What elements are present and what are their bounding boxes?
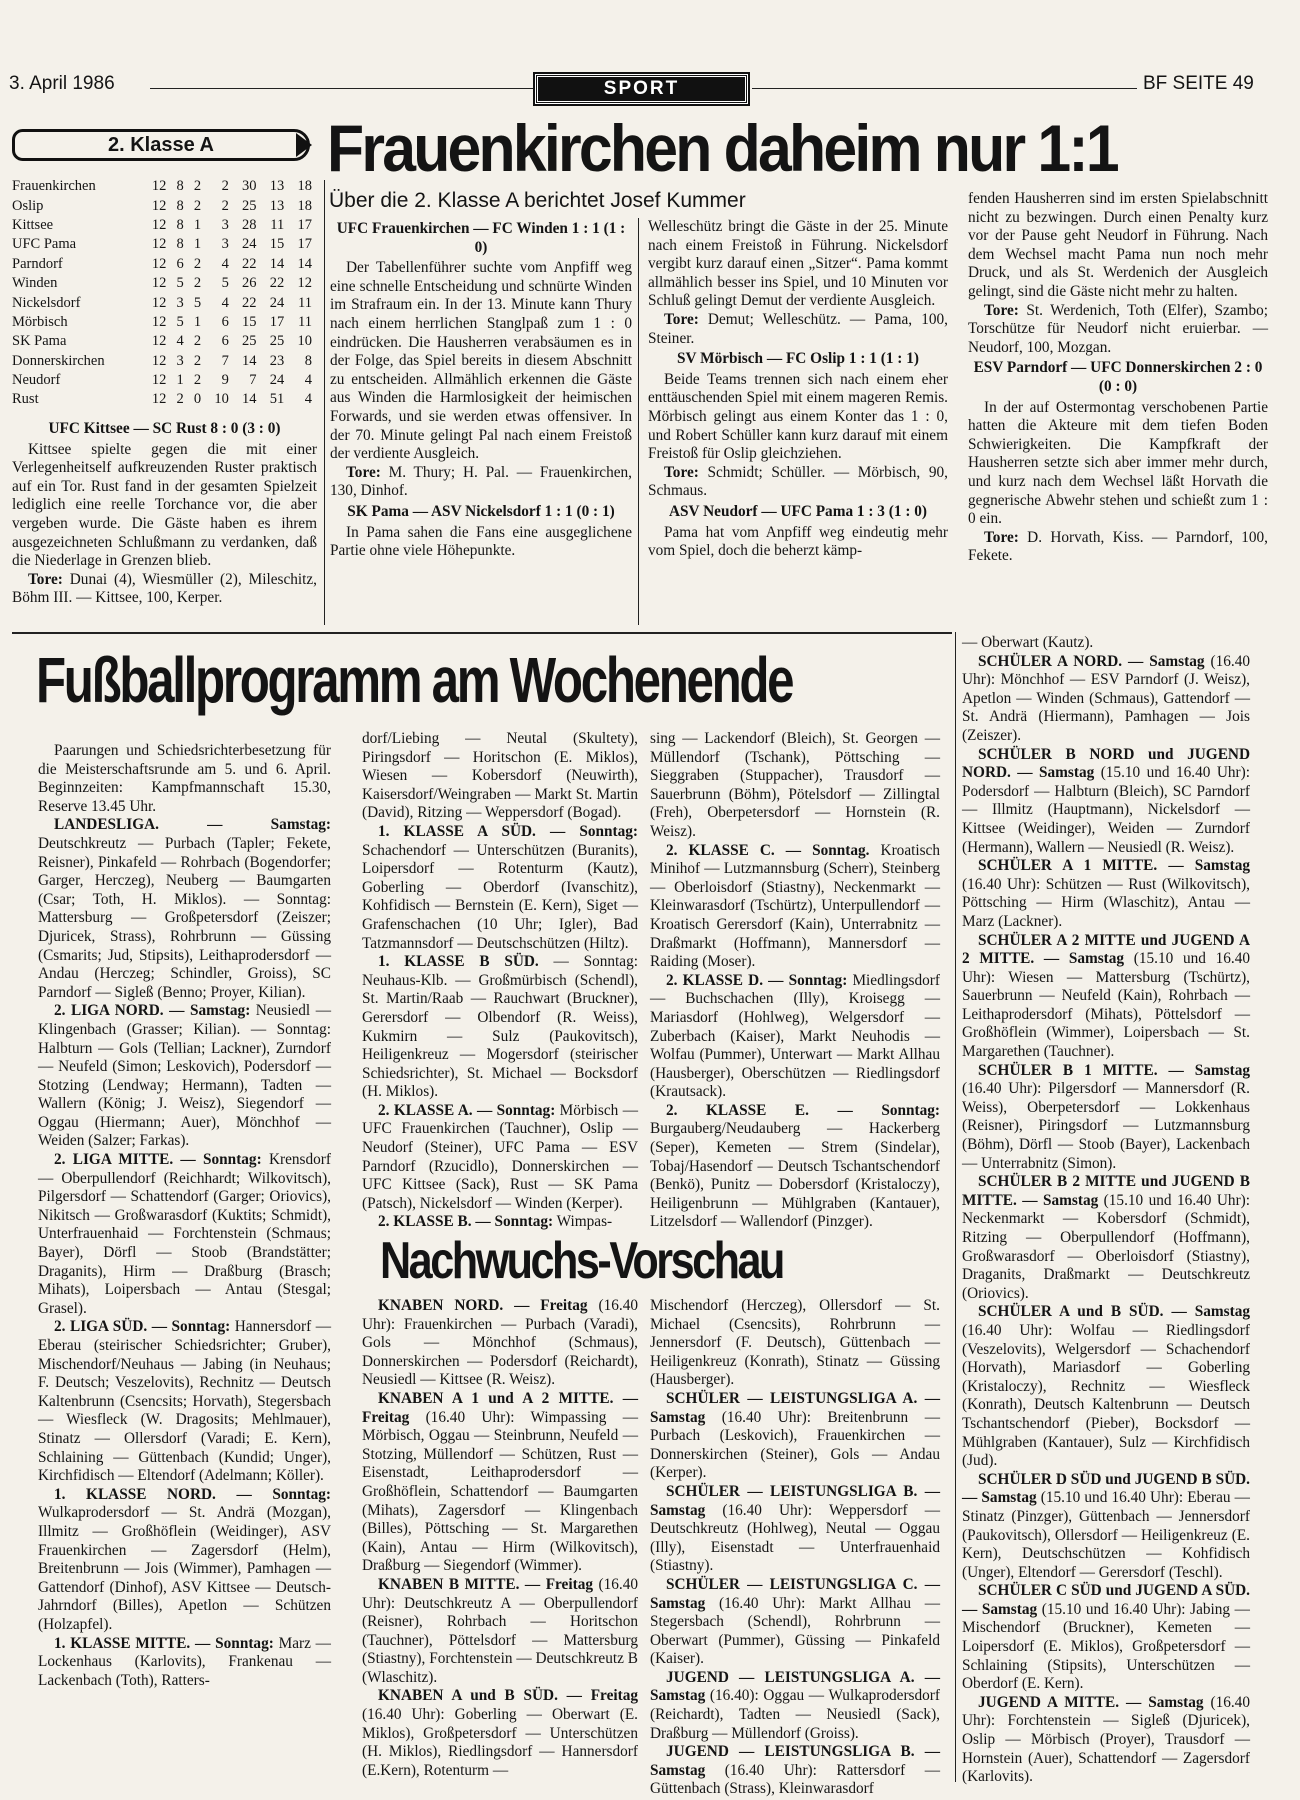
standings-row	[12, 332, 317, 351]
paragraph	[962, 653, 1250, 746]
stat-cell: 8	[176, 197, 184, 214]
paragraph: In der auf Ostermontag verschobenen Partie hatten die Akteure mit dem tiefen Boden Schwierigkeiten. Die Kampfkraft der Hausherren setzte sich aber immer mehr durch, und kurz nach dem Wechsel läßt Horvath die gegnerische Abwehr stehen und schießt zum 1 : 0 ein.	[968, 398, 1268, 528]
paragraph-text: (16.40 Uhr): Mönchhof — ESV Parndorf (J. Weisz), Apetlon — Winden (Schmaus), Gattendorf — St. Andrä (Hiermann), Pamhagen — Jois (Zeiszer).	[962, 652, 1250, 744]
stat-cell: 10	[297, 333, 312, 350]
paragraph-text: Schmidt; Schüller. — Mörbisch, 90, Schmaus.	[648, 463, 948, 500]
stat-cell: 6	[176, 255, 184, 272]
youth-headline: Nachwuchs-Vorschau	[380, 1232, 783, 1290]
youth-column	[362, 1297, 638, 1780]
paragraph-text: Schachendorf — Unterschützen (Buranits), Loipersdorf — Rotenturm (Kautz), Goberling — Oberdorf (Ivanschitz), Kohfidisch — Bernstein (E. Kern), Siget — Grafenschachen (10 Uhr; Igler), Bad Tatzmannsdorf — Deutschschützen (Hiltz).	[362, 841, 638, 952]
paragraph-text: Marz — Lockenhaus (Karlovits), Frankenau — Lackenbach (Toth), Ratters-	[38, 1634, 331, 1689]
article-column	[968, 190, 1268, 566]
paragraph	[362, 1687, 638, 1780]
standings-title: 2. Klasse A	[12, 129, 310, 161]
paragraph-lead: 2. LIGA SÜD. — Sonntag:	[54, 1318, 231, 1336]
paragraph-text: (16.40 Uhr): Forchtenstein — Sigleß (Djuricek), Oslip — Mörbisch (Proyer), Trausdorf — Hornstein (Auer), Schattendorf — Zagersdorf (Karlovits).	[962, 1693, 1250, 1786]
stat-cell: 4	[221, 294, 229, 311]
stat-cell: 11	[298, 313, 312, 330]
stat-cell: 18	[297, 178, 312, 195]
match-heading: UFC Kittsee — SC Rust 8 : 0 (3 : 0)	[48, 420, 281, 437]
paragraph	[962, 1062, 1250, 1174]
stat-cell: 13	[269, 197, 285, 214]
paragraph: Paarungen und Schiedsrichterbesetzung für die Meisterschaftsrunde am 5. und 6. April. Beginnzeiten: Kampfmannschaft 15.30, Reserve 13.45 Uhr.	[38, 742, 331, 815]
team-name: Parndorf	[12, 255, 63, 272]
paragraph	[38, 1151, 331, 1318]
paragraph-lead: 1. KLASSE NORD. — Sonntag:	[54, 1485, 331, 1503]
column-rule	[324, 180, 325, 625]
paragraph-text: Krensdorf — Oberpullendorf (Reichhardt; Wilkovitsch), Pilgersdorf — Schattendorf (Garger; Oriovics), Nikitsch — Großwarasdorf (Kuktits; Schmidt), Unterfrauenhaid — Forchtenstein (Schmaus; Bayer), Dörfl — Stoob (Brandstätter; Draganits), Hirm — Draßburg (Brasch; Mihats), Loipersbach — Antau (Stesgal; Grasel).	[38, 1151, 331, 1317]
paragraph-text: (16.40 Uhr): Markt Allhau — Stegersbach (Schendl), Rohrbrunn — Oberwart (Pummer), Güssing — Pinkafeld (Kaiser).	[650, 1594, 940, 1668]
team-name: Neudorf	[12, 372, 61, 389]
page-number: BF SEITE 49	[1143, 73, 1254, 94]
paragraph-text: Wimpas-	[553, 1213, 613, 1231]
paragraph-lead: 2. LIGA NORD. — Samstag:	[54, 1002, 251, 1020]
paragraph	[362, 953, 638, 1102]
paragraph-text: (16.40 Uhr): Wimpassing — Mörbisch, Oggau — Steinbrunn, Neufeld — Stotzing, Müllendorf — Schützen, Rust — Eisenstadt, Leithaprodersdorf — Großhöflein, Schattendorf — Baumgarten (Mihats), Zagersdorf — Klingenbach (Billes), Pöttsching — St. Margarethen (Kain), Antau — Hirm (Wilkovitsch), Draßburg — Siegendorf (Wimmer).	[362, 1408, 638, 1575]
stat-cell: 17	[269, 313, 285, 330]
paragraph	[962, 932, 1250, 1062]
article-column	[12, 418, 317, 608]
paragraph-lead: KNABEN B MITTE. — Freitag	[378, 1575, 593, 1593]
team-name: Oslip	[12, 197, 44, 214]
header-rule-left	[150, 88, 533, 89]
paragraph-text: (16.40 Uhr): Schützen — Rust (Wilkovitsch), Pöttsching — Hirm (Wlaschitz), Antau — Marz (Lackner).	[962, 875, 1250, 930]
paragraph	[962, 1471, 1250, 1583]
paragraph-lead: 2. KLASSE E. — Sonntag:	[666, 1101, 940, 1119]
paragraph-text: Mörbisch — UFC Frauenkirchen (Tauchner), Oslip — Neudorf (Steiner), UFC Pama — ESV Parndorf (Rzucidlo), Donnerskirchen — UFC Kittsee (Sack), Rust — SK Pama (Patsch), Nickelsdorf — Winden (Kerper).	[362, 1101, 638, 1212]
stat-cell: 22	[242, 294, 257, 311]
paragraph-lead: SCHÜLER B NORD und JUGEND NORD. — Samstag	[962, 745, 1250, 782]
paragraph-lead: SCHÜLER — LEISTUNGSLIGA C. — Samstag	[650, 1575, 940, 1612]
paragraph	[362, 1390, 638, 1576]
stat-cell: 5	[221, 275, 229, 292]
paragraph-lead: 2. KLASSE C. — Sonntag.	[666, 841, 870, 859]
stat-cell: 2	[193, 255, 202, 272]
team-name: Winden	[12, 275, 58, 292]
standings-row	[12, 390, 317, 409]
program-column	[962, 634, 1250, 1787]
stat-cell: 22	[242, 255, 257, 272]
stat-cell: 12	[151, 216, 167, 233]
paragraph	[650, 972, 940, 1102]
paragraph-lead: JUGEND — LEISTUNGSLIGA B. — Samstag	[650, 1743, 940, 1779]
paragraph-lead: Tore:	[346, 463, 381, 481]
paragraph	[962, 1582, 1250, 1694]
stat-cell: 6	[221, 313, 229, 330]
paragraph	[650, 1576, 940, 1669]
stat-cell: 12	[151, 352, 167, 369]
paragraph-lead: KNABEN A und B SÜD. — Freitag	[378, 1687, 638, 1705]
stat-cell: 5	[176, 275, 184, 292]
paragraph-lead: 2. KLASSE D. — Sonntag:	[666, 971, 848, 989]
paragraph	[650, 1483, 940, 1576]
column-rule	[955, 632, 956, 1782]
stat-cell: 3	[176, 352, 184, 369]
team-name: Kittsee	[12, 216, 54, 233]
paragraph	[38, 1486, 331, 1635]
stat-cell: 8	[304, 352, 312, 369]
stat-cell: 14	[242, 391, 257, 408]
stat-cell: 2	[193, 352, 202, 369]
paragraph-lead: SCHÜLER — LEISTUNGSLIGA B. — Samstag	[650, 1482, 940, 1519]
paragraph	[650, 1669, 940, 1743]
paragraph	[38, 1635, 331, 1691]
stat-cell: 7	[249, 372, 257, 389]
paragraph-lead: JUGEND A MITTE. — Samstag	[978, 1693, 1204, 1711]
stat-cell: 4	[176, 333, 184, 350]
paragraph-text: (15.10 und 16.40 Uhr): Jabing — Mischendorf (Bruckner), Kemeten — Loipersdorf (E. Miklos), Großpetersdorf — Schlaining (Stipsits), Unterschützen — Oberdorf (E. Kern).	[962, 1600, 1250, 1693]
stat-cell: 6	[221, 333, 229, 350]
match-heading: SV Mörbisch — FC Oslip 1 : 1 (1 : 1)	[677, 350, 919, 368]
stat-cell: 8	[176, 178, 184, 195]
stat-cell: 24	[269, 294, 285, 311]
paragraph: In Pama sahen die Fans eine ausgeglichene Partie ohne viele Höhepunkte.	[330, 523, 632, 560]
team-name: Donnerskirchen	[12, 352, 105, 369]
standings-row	[12, 196, 317, 215]
standings-row	[12, 216, 317, 235]
stat-cell: 7	[221, 352, 229, 369]
paragraph	[330, 464, 632, 501]
standings-table	[12, 177, 317, 410]
standings-row	[12, 293, 317, 312]
paragraph-lead: SCHÜLER A und B SÜD. — Samstag	[978, 1303, 1250, 1321]
paragraph-lead: KNABEN A 1 und A 2 MITTE. — Freitag	[362, 1389, 638, 1426]
paragraph: Beide Teams trennen sich nach einem eher enttäuschenden Spiel mit einem mageren Remis. Mörbisch gelingt aus einem Konter das 1 : 0, und Robert Schüller kann kurz darauf mit einem Freistoß für Oslip gleichziehen.	[648, 370, 948, 463]
article-column	[648, 218, 948, 561]
paragraph-text: Neusiedl — Klingenbach (Grasser; Kilian). — Sonntag: Halbturn — Gols (Tellian; Lackner), Zurndorf — Neufeld (Simon; Leskovich), Podersdorf — Stotzing (Lendway; Hermann), Tadten — Wallern (König; J. Weisz), Siegendorf — Oggau (Hiermann; Auer), Mönchhof — Weiden (Salzer; Farkas).	[38, 1002, 331, 1150]
stat-cell: 11	[298, 294, 312, 311]
paragraph-lead: SCHÜLER A 2 MITTE und JUGEND A 2 MITTE. — Samstag	[962, 931, 1250, 968]
paragraph-lead: SCHÜLER A 1 MITTE. — Samstag	[978, 857, 1250, 875]
team-name: UFC Pama	[12, 236, 77, 253]
standings-row	[12, 255, 317, 274]
paragraph	[968, 302, 1268, 358]
stat-cell: 25	[242, 333, 257, 350]
stat-cell: 30	[242, 178, 257, 195]
arrow-icon	[296, 133, 312, 157]
paragraph	[962, 1694, 1250, 1787]
paragraph-lead: Tore:	[664, 310, 699, 328]
team-name: Nickelsdorf	[12, 294, 81, 311]
team-name: Rust	[12, 391, 39, 408]
standings-row	[12, 177, 317, 196]
section-label: SPORT	[535, 74, 748, 104]
program-column	[362, 730, 638, 1232]
paragraph	[362, 823, 638, 953]
paragraph-text: Dunai (4), Wiesmüller (2), Mileschitz, Böhm III. — Kittsee, 100, Kerper.	[12, 570, 317, 607]
paragraph	[968, 529, 1268, 566]
stat-cell: 1	[193, 236, 202, 253]
standings-row	[12, 352, 317, 371]
paragraph	[648, 464, 948, 501]
stat-cell: 2	[221, 178, 229, 195]
paragraph-lead: Tore:	[984, 528, 1019, 546]
stat-cell: 12	[151, 236, 167, 253]
stat-cell: 5	[193, 294, 202, 311]
stat-cell: 15	[242, 313, 257, 330]
paragraph-lead: SCHÜLER B 1 MITTE. — Samstag	[978, 1061, 1250, 1079]
stat-cell: 5	[176, 313, 184, 330]
paragraph-lead: LANDESLIGA. — Samstag:	[54, 816, 331, 834]
paragraph	[962, 746, 1250, 858]
stat-cell: 9	[221, 372, 229, 389]
stat-cell: 17	[297, 216, 312, 233]
paragraph-text: Miedlingsdorf — Buchschachen (Illy), Kroisegg — Mariasdorf (Hohlweg), Welgersdorf — Zuberbach (Kaiser), Markt Neuhodis — Wolfau (Pummer), Unterwart — Markt Allhau (Hausberger), Oberschützen — Riedlingsdorf (Krautsack).	[650, 971, 940, 1101]
paragraph-text: (15.10 und 16.40 Uhr): Eberau — Stinatz (Pinzger), Güttenbach — Jennersdorf (Paukovitsch), Ollersdorf — Heiligenkreuz (E. Kern), Deutschschützen — Kohfidisch (Unger), Eltendorf — Gerersdorf (Teschl).	[962, 1489, 1250, 1581]
paragraph: Mischendorf (Herczeg), Ollersdorf — St. Michael (Csencsits), Rohrbrunn — Jennersdorf (F. Deutsch), Güttenbach — Heiligenkreuz (Konrath), Stinatz — Güssing (Hausberger).	[650, 1297, 940, 1389]
paragraph	[362, 1297, 638, 1390]
stat-cell: 8	[176, 236, 184, 253]
standings-row	[12, 371, 317, 390]
stat-cell: 23	[269, 352, 285, 369]
paragraph-text: Demut; Welleschütz. — Pama, 100, Steiner.	[648, 310, 948, 347]
stat-cell: 14	[242, 352, 257, 369]
standings-row	[12, 274, 317, 293]
paragraph-text: M. Thury; H. Pal. — Frauenkirchen, 130, Dinhof.	[330, 463, 632, 500]
team-name: SK Pama	[12, 333, 67, 350]
stat-cell: 2	[176, 391, 184, 408]
standings-row	[12, 235, 317, 254]
stat-cell: 1	[193, 216, 202, 233]
stat-cell: 3	[221, 216, 229, 233]
stat-cell: 25	[269, 333, 285, 350]
paragraph-text: D. Horvath, Kiss. — Parndorf, 100, Fekete.	[968, 528, 1268, 565]
stat-cell: 2	[193, 275, 202, 292]
paragraph-text: (16.40 Uhr): Rattersdorf — Güttenbach (Strass), Kleinwarasdorf	[650, 1761, 940, 1798]
match-heading: ESV Parndorf — UFC Donnerskirchen 2 : 0 (0 : 0)	[973, 359, 1263, 395]
paragraph	[650, 1743, 940, 1799]
column-rule	[638, 218, 639, 625]
paragraph-text: Hannersdorf — Eberau (steirischer Schiedsrichter; Gruber), Mischendorf/Neuhaus — Jabing (in Neuhaus; F. Deutsch; Veszelovits), Rechnitz — Deutsch Kaltenbrunn (Csencsits; Horvath), Stegersbach — Wiesfleck (W. Dragosits; Mehlmauer), Stinatz — Ollersdorf (Varadi; E. Kern), Schlaining — Güttenbach (Kundid; Unger), Kirchfidisch — Eltendorf (Adelmann; Köller).	[38, 1318, 331, 1485]
paragraph	[650, 842, 940, 972]
stat-cell: 2	[221, 197, 229, 214]
paragraph	[362, 1576, 638, 1688]
paragraph-lead: JUGEND — LEISTUNGSLIGA A. — Samstag	[650, 1668, 940, 1705]
paragraph-lead: SCHÜLER — LEISTUNGSLIGA A. — Samstag	[650, 1389, 940, 1426]
section-divider	[12, 632, 952, 634]
paragraph: dorf/Liebing — Neutal (Skultety), Piringsdorf — Horitschon (E. Miklos), Wiesen — Kobersdorf (Neuwirth), Kaisersdorf/Weingraben — Markt St. Martin (David), Ritzing — Weppersdorf (Bogad).	[362, 730, 638, 822]
program-column	[38, 742, 331, 1690]
paragraph: Welleschütz bringt die Gäste in der 25. Minute nach einem Freistoß in Führung. Nickelsdorf vergibt kurz darauf einen „Sitzer“. Pama kommt allmählich besser ins Spiel, und 10 Minuten vor Schluß gelingt Demut der verdiente Ausgleich.	[648, 218, 948, 310]
paragraph-lead: 2. KLASSE A. — Sonntag:	[378, 1101, 556, 1119]
paragraph	[650, 1102, 940, 1232]
stat-cell: 0	[193, 391, 202, 408]
stat-cell: 2	[193, 372, 202, 389]
stat-cell: 12	[151, 391, 167, 408]
stat-cell: 12	[151, 178, 167, 195]
stat-cell: 1	[176, 372, 184, 389]
stat-cell: 2	[193, 178, 202, 195]
stat-cell: 2	[193, 197, 202, 214]
stat-cell: 12	[151, 333, 167, 350]
stat-cell: 2	[193, 333, 202, 350]
article-column	[330, 218, 632, 561]
paragraph-lead: KNABEN NORD. — Freitag	[378, 1297, 588, 1314]
stat-cell: 24	[242, 236, 257, 253]
paragraph-lead: Tore:	[984, 301, 1019, 319]
stat-cell: 4	[221, 255, 229, 272]
stat-cell: 17	[297, 236, 312, 253]
stat-cell: 12	[151, 275, 167, 292]
paragraph-text: St. Werdenich, Toth (Elfer), Szambo; Torschütze für Neudorf nicht eruierbar. — Neudorf, 100, Mozgan.	[968, 301, 1268, 356]
issue-date: 3. April 1986	[9, 73, 115, 94]
paragraph-text: (16.40 Uhr): Deutschkreutz A — Oberpullendorf (Reisner), Rohrbach — Horitschon (Tauchner), Pöttelsdorf — Mattersburg (Stiastny), Forchtenstein — Deutschkreutz B (Wlaschitz).	[362, 1575, 638, 1686]
paragraph-lead: SCHÜLER B 2 MITTE und JUGEND B MITTE. — Samstag	[962, 1173, 1250, 1209]
paragraph: Der Tabellenführer suchte vom Anpfiff weg eine schnelle Entscheidung und schnürte Winden im Strafraum ein. In der 13. Minute kann Thury nach einem herrlichen Stanglpaß zum 1 : 0 eindrücken. Die Hausherren verabsäumen es in der Folge, das Spiel bereits in diesem Abschnitt zu entscheiden. Allmählich erkennen die Gäste aus Winden die Harmlosigkeit der heimischen Forwards, und sie werden etwas offensiver. In der 70. Minute gelingt Pal nach einem Freistoß der verdiente Ausgleich.	[330, 259, 632, 463]
standings-row	[12, 313, 317, 332]
stat-cell: 22	[269, 275, 285, 292]
paragraph-text: (15.10 und 16.40 Uhr): Wiesen — Mattersburg (Tschürtz), Sauerbrunn — Neufeld (Kain), Rohrbach — Leithaprodersdorf (Mihats), Pöttelsdorf — Großhöflein (Wimmer), Loipersbach — St. Margarethen (Tauchner).	[962, 950, 1250, 1061]
stat-cell: 12	[151, 197, 167, 214]
paragraph-text: (16.40 Uhr): Breitenbrunn — Purbach (Leskovich), Frauenkirchen — Donnerskirchen (Steiner), Gols — Andau (Kerper).	[650, 1408, 940, 1482]
stat-cell: 25	[242, 197, 257, 214]
paragraph-text: (16.40): Oggau — Wulkaprodersdorf (Reichardt), Tadten — Neusiedl (Sack), Draßburg — Müllendorf (Groiss).	[650, 1687, 940, 1742]
stat-cell: 12	[151, 313, 167, 330]
stat-cell: 4	[304, 372, 312, 389]
paragraph: Pama hat vom Anpfiff weg eindeutig mehr vom Spiel, doch die beherzt kämp-	[648, 523, 948, 560]
paragraph-text: (16.40 Uhr): Goberling — Oberwart (E. Miklos), Großpetersdorf — Unterschützen (H. Miklos), Riedlingsdorf — Hannersdorf (E.Kern), Rotenturm —	[362, 1706, 638, 1779]
stat-cell: 24	[269, 372, 285, 389]
paragraph-lead: SCHÜLER C SÜD und JUGEND A SÜD. — Samstag	[962, 1582, 1250, 1618]
stat-cell: 12	[297, 275, 312, 292]
match-heading: UFC Frauenkirchen — FC Winden 1 : 1 (1 : 0)	[336, 220, 626, 256]
paragraph	[38, 1318, 331, 1485]
stat-cell: 15	[269, 236, 285, 253]
stat-cell: 12	[151, 294, 167, 311]
paragraph	[962, 1173, 1250, 1303]
paragraph-lead: 2. KLASSE B. — Sonntag:	[378, 1213, 554, 1231]
team-name: Mörbisch	[12, 313, 68, 330]
article-headline: Frauenkirchen daheim nur 1:1	[327, 111, 1117, 185]
paragraph-text: (15.10 und 16.40 Uhr): Neckenmarkt — Kobersdorf (Schmidt), Ritzing — Oberpullendorf (Hoffmann), Großwarasdorf — Oberloisdorf (Stiastny), Draganits, Draßmarkt — Deutschkreutz (Oriovics).	[962, 1191, 1251, 1302]
paragraph-lead: 2. LIGA MITTE. — Sonntag:	[54, 1151, 262, 1169]
paragraph-lead: Tore:	[664, 463, 699, 481]
paragraph-text: Wulkaprodersdorf — St. Andrä (Mozgan), Illmitz — Großhöflein (Weidinger), ASV Frauenkirchen — Zagersdorf (Helm), Breitenbrunn — Jois (Wimmer), Pamhagen — Gattendorf (Dinhof), ASV Kittsee — Deutsch-Jahrndorf (Billes), Apetlon — Schützen (Holzapfel).	[38, 1504, 331, 1633]
stat-cell: 3	[221, 236, 229, 253]
paragraph	[362, 1213, 638, 1232]
stat-cell: 12	[151, 372, 167, 389]
paragraph-text: Burgauberg/Neudauberg — Hackerberg (Seper), Kemeten — Strem (Sindelar), Tobaj/Hasendorf — Deutsch Tschantschendorf (Benkö), Punitz — Dobersdorf (Kristaloczy), Heiligenbrunn — Mühlgraben (Kantauer), Litzelsdorf — Wallendorf (Pinzger).	[650, 1120, 940, 1231]
program-column	[650, 730, 940, 1232]
article-subheadline: Über die 2. Klasse A berichtet Josef Kummer	[329, 189, 746, 212]
stat-cell: 51	[269, 391, 285, 408]
stat-cell: 13	[269, 178, 285, 195]
stat-cell: 11	[270, 216, 285, 233]
paragraph-text: (16.40 Uhr): Weppersdorf — Deutschkreutz (Hohlweg), Neutal — Oggau (Illy), Eisenstadt — Unterfrauenhaid (Stiastny).	[650, 1501, 940, 1575]
paragraph	[962, 857, 1250, 931]
stat-cell: 4	[304, 391, 312, 408]
paragraph-text: (16.40 Uhr): Frauenkirchen — Purbach (Varadi), Gols — Mönchhof (Schmaus), Donnerskirchen — Podersdorf (Reichardt), Neusiedl — Kittsee (R. Weisz).	[362, 1297, 638, 1389]
paragraph-text: (16.40 Uhr): Wolfau — Riedlingsdorf (Veszelovits), Welgersdorf — Schachendorf (Horvath), Mariasdorf — Goberling (Kristaloczy), Rechnitz — Wiesfleck (Konrath), Deutsch Kaltenbrunn — Deutsch Tschantschendorf (Pieber), Bocksdorf — Mühlgraben (Kantauer), Sulz — Kirchfidisch (Jud).	[962, 1321, 1250, 1470]
match-heading: SK Pama — ASV Nickelsdorf 1 : 1 (0 : 1)	[347, 502, 615, 520]
paragraph: — Oberwart (Kautz).	[962, 634, 1094, 651]
paragraph-text: (15.10 und 16.40 Uhr): Podersdorf — Halbturn (Bleich), SC Parndorf — Illmitz (Hauptmann), Nickelsdorf — Kittsee (Weidinger), Weiden — Zurndorf (Hermann), Wallern — Neusiedl (R. Weisz).	[962, 764, 1250, 856]
paragraph	[648, 311, 948, 348]
header-rule-right	[752, 88, 1137, 89]
stat-cell: 3	[176, 294, 184, 311]
paragraph-lead: SCHÜLER A NORD. — Samstag	[978, 652, 1205, 670]
paragraph: Kittsee spielte gegen die mit einer Verlegenheitself aufkreuzenden Ruster praktisch auf ein Tor. Rust fand in der gesamten Spielzeit lediglich eine reelle Torchance vor, die aber vergeben wurde. Die Gäste haben es ihrem ausgezeichneten Schlußmann zu verdanken, daß die Niederlage in Grenzen blieb.	[12, 440, 317, 570]
paragraph: sing — Lackendorf (Bleich), St. Georgen — Müllendorf (Tschank), Pöttsching — Sieggraben (Stuppacher), Trausdorf — Sauerbrunn (Böhm), Pötelsdorf — Zillingtal (Freh), Oberpetersdorf — Hornstein (R. Weisz).	[650, 730, 940, 840]
match-heading: ASV Neudorf — UFC Pama 1 : 3 (1 : 0)	[668, 502, 928, 520]
paragraph-text: Kroatisch Minihof — Lutzmannsburg (Scherr), Steinberg — Oberloisdorf (Stiastny), Neckenmarkt — Kleinwarasdorf (Tschürtz), Unterpullendorf — Kroatisch Gerersdorf (Kain), Unterrabnitz — Draßmarkt (Hoffmann), Mannersdorf — Raiding (Moser).	[650, 841, 940, 971]
stat-cell: 18	[297, 197, 312, 214]
paragraph: fenden Hausherren sind im ersten Spielabschnitt nicht zu bezwingen. Durch einen Penalty kurz vor der Pause geht Neudorf in Führung. Nach dem Wechsel macht Pama nun noch mehr Druck, und als St. Werdenich der Ausgleich gelingt, sind die Gäste nicht mehr zu halten.	[968, 190, 1268, 300]
stat-cell: 14	[269, 255, 285, 272]
paragraph	[962, 1303, 1250, 1470]
paragraph-text: Deutschkreutz — Purbach (Tapler; Fekete, Reisner), Pinkafeld — Rohrbach (Bogendorfer; Garger, Herczeg), Neuberg — Baumgarten (Csar; Toth, H. Miklos). — Sonntag: Mattersburg — Großpetersdorf (Zeiszer; Djuricek, Strass), Rohrbrunn — Güssing (Csmarits; Jud, Stipsits), Leithaprodersdorf — Andau (Herczeg; Schindler, Groiss), SC Parndorf — Sigleß (Benno; Proyer, Kilian).	[38, 834, 331, 1001]
paragraph-lead: SCHÜLER D SÜD und JUGEND B SÜD. — Samstag	[962, 1470, 1250, 1507]
team-name: Frauenkirchen	[12, 178, 96, 195]
paragraph	[362, 1102, 638, 1214]
stat-cell: 26	[242, 275, 257, 292]
stat-cell: 1	[193, 313, 202, 330]
paragraph-text: — Sonntag: Neuhaus-Klb. — Großmürbisch (Schendl), St. Martin/Raab — Rauchwart (Bruckner), Gerersdorf — Olbendorf (R. Weiss), Kukmirn — Sulz (Paukovitsch), Heiligenkreuz — Mogersdorf (steirischer Schiedsrichter), St. Michael — Bocksdorf (H. Miklos).	[362, 953, 638, 1101]
stat-cell: 28	[242, 216, 257, 233]
paragraph	[12, 571, 317, 608]
stat-cell: 14	[297, 255, 312, 272]
program-headline: Fußballprogramm am Wochenende	[36, 644, 793, 716]
paragraph	[38, 816, 331, 1002]
paragraph-lead: 1. KLASSE A SÜD. — Sonntag:	[378, 822, 638, 840]
stat-cell: 10	[214, 391, 229, 408]
paragraph-lead: 1. KLASSE MITTE. — Sonntag:	[54, 1634, 274, 1652]
paragraph	[650, 1390, 940, 1483]
paragraph	[38, 1002, 331, 1151]
paragraph-text: (16.40 Uhr): Pilgersdorf — Mannersdorf (R. Weiss), Oberpetersdorf — Lokkenhaus (Reisner), Piringsdorf — Lutzmannsburg (Böhm), Dörfl — Stoob (Bayer), Lackenbach — Unterrabnitz (Simon).	[962, 1080, 1250, 1172]
paragraph-lead: 1. KLASSE B SÜD.	[378, 953, 539, 971]
stat-cell: 8	[176, 216, 184, 233]
paragraph-lead: Tore:	[28, 570, 63, 588]
stat-cell: 12	[151, 255, 167, 272]
youth-column	[650, 1297, 940, 1799]
